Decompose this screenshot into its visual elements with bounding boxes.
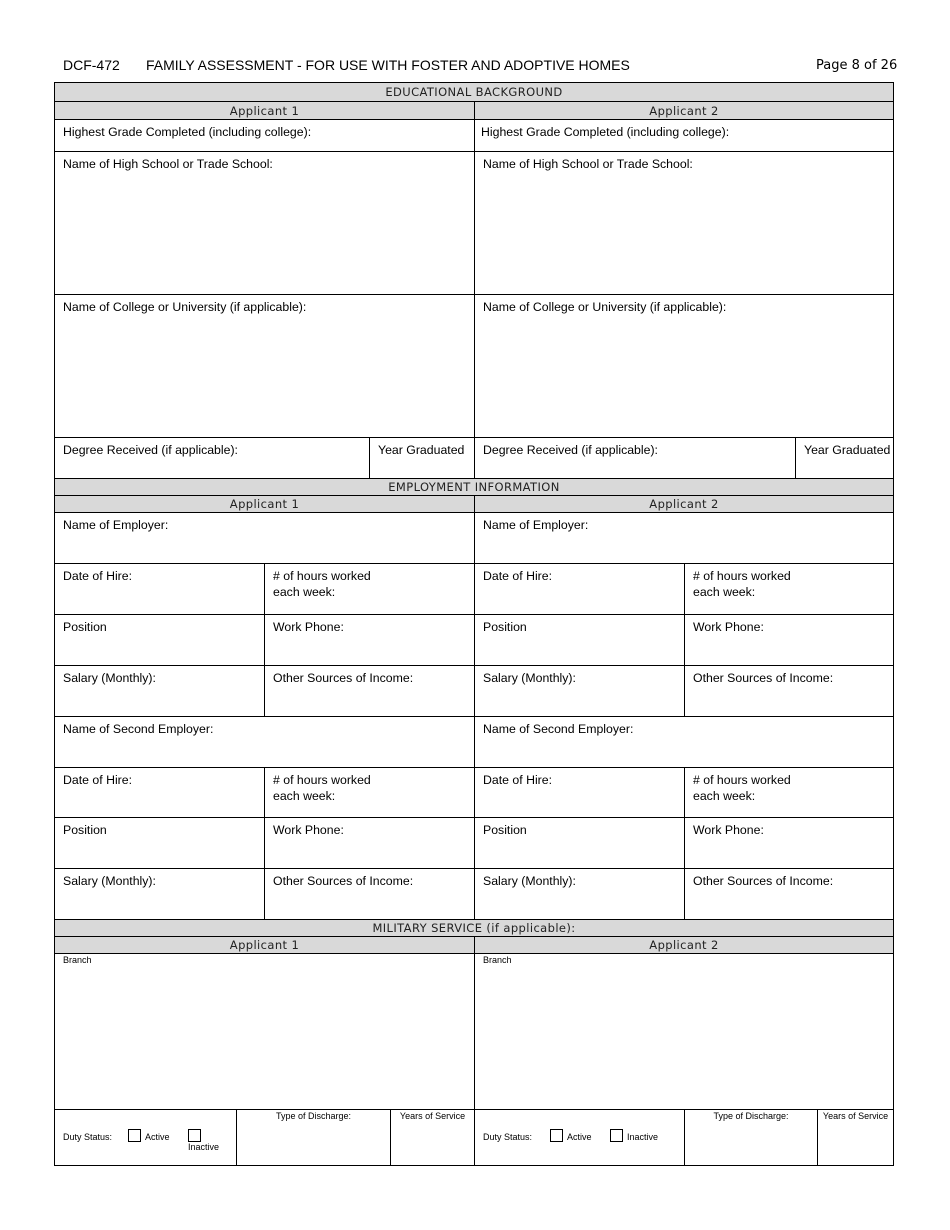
hours-worked-label-2: each week: <box>693 585 756 599</box>
military-applicant2-header: Applicant 2 <box>474 936 894 954</box>
education-applicant1-header: Applicant 1 <box>54 101 475 120</box>
duty-status-field-2 <box>474 1109 685 1166</box>
years-of-service-field-2[interactable] <box>817 1109 894 1166</box>
second-salary-field-2[interactable] <box>474 868 685 920</box>
branch-field-1[interactable] <box>54 953 475 1110</box>
second-hours-worked-field-2[interactable] <box>684 767 894 818</box>
employer-label: Name of Employer: <box>63 518 169 532</box>
hours-worked-label-2: each week: <box>273 585 336 599</box>
salary-field-2[interactable] <box>474 665 685 717</box>
branch-label: Branch <box>483 955 512 965</box>
second-other-income-field-1[interactable] <box>264 868 475 920</box>
year-graduated-label: Year Graduated <box>804 443 891 457</box>
work-phone-label: Work Phone: <box>273 620 344 634</box>
second-date-of-hire-field-1[interactable] <box>54 767 265 818</box>
college-label: Name of College or University (if applicable): <box>483 300 727 314</box>
degree-field-2[interactable] <box>474 437 796 479</box>
duty-status-label: Duty Status: <box>483 1132 533 1142</box>
high-school-field-1[interactable] <box>54 151 475 295</box>
employer-field-2[interactable] <box>474 512 894 564</box>
other-income-label: Other Sources of Income: <box>693 874 834 888</box>
second-date-of-hire-field-2[interactable] <box>474 767 685 818</box>
inactive-label: Inactive <box>627 1132 659 1142</box>
hours-worked-label: # of hours worked <box>273 569 371 583</box>
salary-label: Salary (Monthly): <box>63 671 156 685</box>
other-income-label: Other Sources of Income: <box>273 874 414 888</box>
second-work-phone-field-1[interactable] <box>264 817 475 869</box>
hours-worked-label: # of hours worked <box>693 569 791 583</box>
branch-field-2[interactable] <box>474 953 894 1110</box>
position-label: Position <box>483 823 527 837</box>
employment-section-header: EMPLOYMENT INFORMATION <box>54 478 894 496</box>
other-income-label: Other Sources of Income: <box>273 671 414 685</box>
degree-field-1[interactable] <box>54 437 370 479</box>
second-position-field-1[interactable] <box>54 817 265 869</box>
form-title: FAMILY ASSESSMENT - FOR USE WITH FOSTER AND ADOPTIVE HOMES <box>146 57 630 73</box>
form-number: DCF-472 <box>63 57 120 73</box>
work-phone-field-2[interactable] <box>684 614 894 666</box>
position-label: Position <box>483 620 527 634</box>
other-income-label: Other Sources of Income: <box>693 671 834 685</box>
highest-grade-field-1[interactable] <box>54 119 475 152</box>
year-graduated-field-2[interactable] <box>795 437 894 479</box>
second-hours-worked-field-1[interactable] <box>264 767 475 818</box>
salary-label: Salary (Monthly): <box>63 874 156 888</box>
salary-label: Salary (Monthly): <box>483 874 576 888</box>
second-position-field-2[interactable] <box>474 817 685 869</box>
military-applicant1-header: Applicant 1 <box>54 936 475 954</box>
checkbox-box[interactable] <box>550 1129 563 1142</box>
years-of-service-label: Years of Service <box>822 1111 889 1121</box>
college-label: Name of College or University (if applicable): <box>63 300 307 314</box>
second-employer-field-2[interactable] <box>474 716 894 768</box>
military-section-header: MILITARY SERVICE (if applicable): <box>54 919 894 937</box>
education-section-header: EDUCATIONAL BACKGROUND <box>54 82 894 102</box>
page-number: Page 8 of 26 <box>816 58 898 73</box>
work-phone-label: Work Phone: <box>273 823 344 837</box>
date-of-hire-label: Date of Hire: <box>483 569 553 583</box>
hours-worked-field-2[interactable] <box>684 563 894 615</box>
college-field-2[interactable] <box>474 294 894 438</box>
education-applicant2-header: Applicant 2 <box>474 101 894 120</box>
hours-worked-label: # of hours worked <box>273 773 371 787</box>
type-of-discharge-field-1[interactable] <box>236 1109 391 1166</box>
type-of-discharge-label: Type of Discharge: <box>275 1111 352 1121</box>
active-checkbox[interactable] <box>550 1129 592 1142</box>
other-income-field-1[interactable] <box>264 665 475 717</box>
active-label: Active <box>567 1132 592 1142</box>
duty-status-field-1 <box>54 1109 237 1166</box>
other-income-field-2[interactable] <box>684 665 894 717</box>
hours-worked-label-2: each week: <box>693 789 756 803</box>
employer-field-1[interactable] <box>54 512 475 564</box>
hours-worked-label-2: each week: <box>273 789 336 803</box>
hours-worked-label: # of hours worked <box>693 773 791 787</box>
position-field-2[interactable] <box>474 614 685 666</box>
date-of-hire-field-2[interactable] <box>474 563 685 615</box>
second-other-income-field-2[interactable] <box>684 868 894 920</box>
salary-label: Salary (Monthly): <box>483 671 576 685</box>
position-field-1[interactable] <box>54 614 265 666</box>
employment-applicant1-header: Applicant 1 <box>54 495 475 513</box>
high-school-field-2[interactable] <box>474 151 894 295</box>
work-phone-field-1[interactable] <box>264 614 475 666</box>
second-work-phone-field-2[interactable] <box>684 817 894 869</box>
inactive-checkbox[interactable] <box>188 1129 236 1152</box>
position-label: Position <box>63 823 107 837</box>
date-of-hire-label: Date of Hire: <box>483 773 553 787</box>
salary-field-1[interactable] <box>54 665 265 717</box>
date-of-hire-label: Date of Hire: <box>63 569 133 583</box>
year-graduated-field-1[interactable] <box>369 437 475 479</box>
second-employer-field-1[interactable] <box>54 716 475 768</box>
highest-grade-label: Highest Grade Completed (including college): <box>63 125 312 139</box>
high-school-label: Name of High School or Trade School: <box>483 157 693 171</box>
degree-label: Degree Received (if applicable): <box>63 443 238 457</box>
highest-grade-field-2[interactable] <box>474 119 894 152</box>
highest-grade-label: Highest Grade Completed (including college): <box>481 125 730 139</box>
years-of-service-label: Years of Service <box>399 1111 466 1121</box>
checkbox-box[interactable] <box>610 1129 623 1142</box>
employer-label: Name of Employer: <box>483 518 589 532</box>
family-assessment-form <box>55 83 895 1166</box>
work-phone-label: Work Phone: <box>693 823 764 837</box>
inactive-label: Inactive <box>188 1142 220 1152</box>
type-of-discharge-field-2[interactable] <box>684 1109 818 1166</box>
duty-status-label: Duty Status: <box>63 1132 113 1142</box>
year-graduated-label: Year Graduated <box>378 443 465 457</box>
branch-label: Branch <box>63 955 92 965</box>
position-label: Position <box>63 620 107 634</box>
degree-label: Degree Received (if applicable): <box>483 443 658 457</box>
active-checkbox[interactable] <box>128 1129 170 1142</box>
second-employer-label: Name of Second Employer: <box>483 722 634 736</box>
hours-worked-field-1[interactable] <box>264 563 475 615</box>
checkbox-box[interactable] <box>188 1129 201 1142</box>
years-of-service-field-1[interactable] <box>390 1109 475 1166</box>
employment-applicant2-header: Applicant 2 <box>474 495 894 513</box>
active-label: Active <box>145 1132 170 1142</box>
checkbox-box[interactable] <box>128 1129 141 1142</box>
inactive-checkbox[interactable] <box>610 1129 658 1142</box>
second-employer-label: Name of Second Employer: <box>63 722 214 736</box>
high-school-label: Name of High School or Trade School: <box>63 157 273 171</box>
type-of-discharge-label: Type of Discharge: <box>713 1111 789 1121</box>
date-of-hire-label: Date of Hire: <box>63 773 133 787</box>
second-salary-field-1[interactable] <box>54 868 265 920</box>
date-of-hire-field-1[interactable] <box>54 563 265 615</box>
work-phone-label: Work Phone: <box>693 620 764 634</box>
college-field-1[interactable] <box>54 294 475 438</box>
